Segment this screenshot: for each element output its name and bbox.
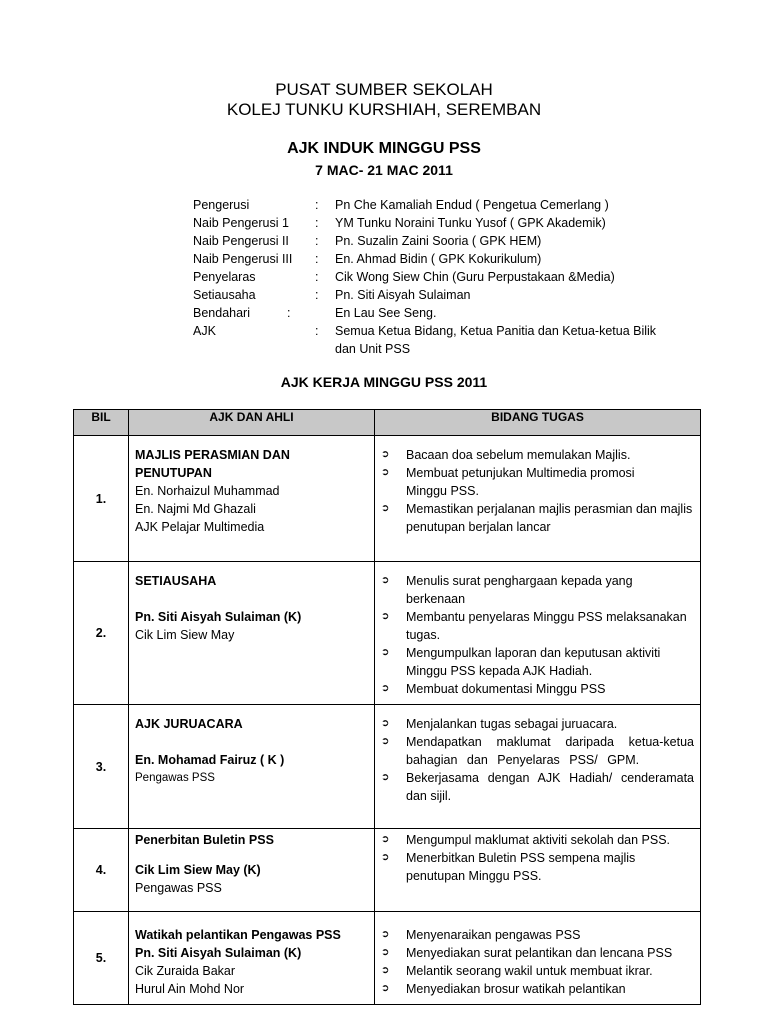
task-item — [381, 715, 694, 733]
committee-role: Naib Pengerusi II — [193, 234, 289, 248]
task-text: Menyenaraikan pengawas PSS — [406, 928, 581, 942]
arrow-bullet-icon: ➲ — [381, 965, 390, 976]
task-text: Membuat petunjukan Multimedia promosi Minggu PSS. — [406, 466, 635, 498]
committee-separator: : — [315, 234, 319, 248]
row-number: 4. — [74, 829, 129, 912]
arrow-bullet-icon: ➲ — [381, 834, 390, 845]
row-title: SETIAUSAHA — [135, 574, 217, 588]
committee-row — [193, 232, 685, 250]
member-name: En. Najmi Md Ghazali — [135, 502, 256, 516]
task-text: Menjalankan tugas sebagai juruacara. — [406, 717, 618, 731]
member-name: Cik Lim Siew May — [135, 628, 235, 642]
committee-name — [335, 322, 685, 358]
member-name: Pengawas PSS — [135, 772, 215, 784]
committee-row — [193, 322, 685, 358]
table-row — [74, 829, 701, 912]
row-title: AJK JURUACARA — [135, 717, 243, 731]
work-committee-table — [73, 409, 701, 1005]
committee-name: Pn. Siti Aisyah Sulaiman — [335, 288, 471, 302]
committee-name: Pn Che Kamaliah Endud ( Pengetua Cemerlang ) — [335, 198, 609, 212]
committee-role: Naib Pengerusi III — [193, 252, 293, 266]
member-name: Cik Zuraida Bakar — [135, 964, 236, 978]
committee-role: Naib Pengerusi 1 — [193, 216, 289, 230]
task-item — [381, 831, 694, 849]
committee-separator: : — [315, 216, 319, 230]
committee-row — [193, 250, 685, 268]
task-text: Menerbitkan Buletin PSS sempena majlis penutupan Minggu PSS. — [406, 851, 636, 883]
member-name: Pengawas PSS — [135, 881, 222, 895]
task-item — [381, 944, 694, 962]
arrow-bullet-icon: ➲ — [381, 983, 390, 994]
row-title: Penerbitan Buletin PSS — [135, 833, 274, 847]
committee-role: Setiausaha — [193, 288, 256, 302]
task-text: Mengumpul maklumat aktiviti sekolah dan PSS. — [406, 833, 671, 847]
task-item — [381, 464, 694, 500]
arrow-bullet-icon: ➲ — [381, 449, 390, 460]
task-text: Menulis surat penghargaan kepada yang berkenaan — [406, 574, 633, 606]
row-number: 1. — [74, 436, 129, 562]
task-text: Mengumpulkan laporan dan keputusan aktiviti Minggu PSS kepada AJK Hadiah. — [406, 646, 661, 678]
row-number: 2. — [74, 562, 129, 705]
task-item — [381, 980, 694, 998]
row-tasks — [375, 562, 701, 705]
row-tasks — [375, 705, 701, 829]
committee-row — [193, 214, 685, 232]
task-item — [381, 446, 694, 464]
committee-separator: : — [315, 198, 319, 212]
row-tasks — [375, 829, 701, 912]
row-members — [129, 436, 375, 562]
committee-name: Cik Wong Siew Chin (Guru Perpustakaan &Media) — [335, 270, 615, 284]
arrow-bullet-icon: ➲ — [381, 852, 390, 863]
header-ajk: AJK DAN AHLI — [129, 410, 375, 436]
header-bil: BIL — [74, 410, 129, 436]
committee-list — [193, 196, 685, 358]
task-item — [381, 733, 694, 769]
committee-role: Penyelaras — [193, 270, 256, 284]
row-members — [129, 562, 375, 705]
task-text: Bekerjasama dengan AJK Hadiah/ cenderamata dan sijil. — [406, 771, 694, 803]
lead-member: Cik Lim Siew May (K) — [135, 863, 261, 877]
row-number: 3. — [74, 705, 129, 829]
committee-role: AJK — [193, 324, 216, 338]
committee-row — [193, 196, 685, 214]
lead-member: Pn. Siti Aisyah Sulaiman (K) — [135, 610, 302, 624]
task-text: Memastikan perjalanan majlis perasmian dan majlis penutupan berjalan lancar — [406, 502, 693, 534]
task-text: Membuat dokumentasi Minggu PSS — [406, 682, 606, 696]
committee-row — [193, 286, 685, 304]
row-members — [129, 705, 375, 829]
arrow-bullet-icon: ➲ — [381, 718, 390, 729]
row-tasks — [375, 436, 701, 562]
row-tasks — [375, 912, 701, 1005]
row-number: 5. — [74, 912, 129, 1005]
task-item — [381, 680, 694, 698]
arrow-bullet-icon: ➲ — [381, 503, 390, 514]
lead-member: En. Mohamad Fairuz ( K ) — [135, 753, 285, 767]
arrow-bullet-icon: ➲ — [381, 611, 390, 622]
school-name-heading: KOLEJ TUNKU KURSHIAH, SEREMBAN — [226, 100, 542, 119]
committee-name-line: Semua Ketua Bidang, Ketua Panitia dan Ketua-ketua Bilik — [335, 324, 657, 338]
row-title: PENUTUPAN — [135, 466, 212, 480]
header-bidang: BIDANG TUGAS — [375, 410, 701, 436]
committee-name: Pn. Suzalin Zaini Sooria ( GPK HEM) — [335, 234, 542, 248]
task-item — [381, 572, 694, 608]
row-title: Watikah pelantikan Pengawas PSS — [135, 928, 341, 942]
committee-row — [193, 268, 685, 286]
table-row — [74, 436, 701, 562]
section-title: AJK KERJA MINGGU PSS 2011 — [280, 374, 488, 390]
task-text: Bacaan doa sebelum memulakan Majlis. — [406, 448, 631, 462]
arrow-bullet-icon: ➲ — [381, 772, 390, 783]
arrow-bullet-icon: ➲ — [381, 575, 390, 586]
committee-separator: : — [315, 270, 319, 284]
arrow-bullet-icon: ➲ — [381, 683, 390, 694]
member-name: En. Norhaizul Muhammad — [135, 484, 280, 498]
member-name: Hurul Ain Mohd Nor — [135, 982, 245, 996]
row-members — [129, 912, 375, 1005]
arrow-bullet-icon: ➲ — [381, 947, 390, 958]
table-row — [74, 562, 701, 705]
task-text: Menyediakan brosur watikah pelantikan — [406, 982, 626, 996]
committee-separator: : — [287, 306, 291, 320]
committee-name: En. Ahmad Bidin ( GPK Kokurikulum) — [335, 252, 542, 266]
task-item — [381, 962, 694, 980]
committee-separator: : — [315, 324, 319, 338]
committee-row — [193, 304, 685, 322]
school-center-heading: PUSAT SUMBER SEKOLAH — [275, 80, 493, 99]
arrow-bullet-icon: ➲ — [381, 929, 390, 940]
committee-role: Pengerusi — [193, 198, 250, 212]
table-row — [74, 705, 701, 829]
row-title: MAJLIS PERASMIAN DAN — [135, 448, 290, 462]
task-text: Membantu penyelaras Minggu PSS melaksanakan tugas. — [406, 610, 687, 642]
member-name: AJK Pelajar Multimedia — [135, 520, 265, 534]
task-text: Mendapatkan maklumat daripada ketua-ketua bahagian dan Penyelaras PSS/ GPM. — [406, 735, 694, 767]
committee-name: En Lau See Seng. — [335, 306, 437, 320]
task-item — [381, 769, 694, 805]
task-item — [381, 608, 694, 644]
task-text: Melantik seorang wakil untuk membuat ikrar. — [406, 964, 653, 978]
document-title: AJK INDUK MINGGU PSS — [287, 140, 481, 157]
row-members — [129, 829, 375, 912]
task-item — [381, 644, 694, 680]
document-date: 7 MAC- 21 MAC 2011 — [315, 162, 453, 178]
committee-name-line: dan Unit PSS — [335, 342, 411, 356]
task-item — [381, 849, 694, 885]
arrow-bullet-icon: ➲ — [381, 736, 390, 747]
task-text: Menyediakan surat pelantikan dan lencana PSS — [406, 946, 673, 960]
arrow-bullet-icon: ➲ — [381, 647, 390, 658]
task-item — [381, 500, 694, 536]
task-item — [381, 926, 694, 944]
committee-separator: : — [315, 252, 319, 266]
committee-role: Bendahari — [193, 306, 250, 320]
committee-name: YM Tunku Noraini Tunku Yusof ( GPK Akademik) — [335, 216, 606, 230]
lead-member: Pn. Siti Aisyah Sulaiman (K) — [135, 946, 302, 960]
table-row — [74, 912, 701, 1005]
arrow-bullet-icon: ➲ — [381, 467, 390, 478]
table-header-row — [74, 410, 701, 436]
committee-separator: : — [315, 288, 319, 302]
